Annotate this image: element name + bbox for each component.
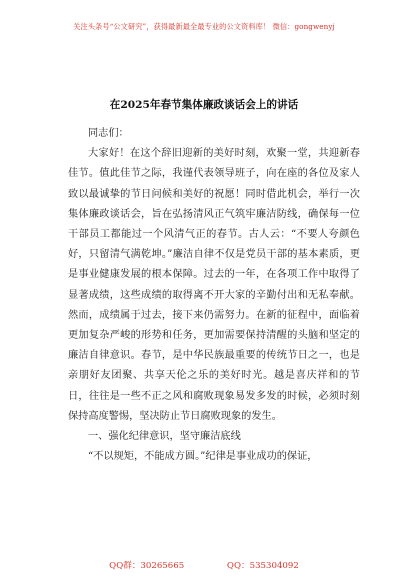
salutation: 同志们：	[88, 128, 129, 139]
document-title: 在2025年春节集体廉政谈话会上的讲话	[109, 99, 299, 111]
body-paragraph: 大家好！在这个辞旧迎新的美好时刻，欢聚一堂，共迎新春佳节。值此佳节之际，我谨代表领导班子，向在座的各位及家人致以最诚挚的节日问候和美好的祝愿！同时借此机会，举行一次集体廉政谈话会，旨在弘扬清风正气筑牢廉洁防线，确保每一位干部员工都能过一个风清气正的春节。古人云：“不要人夸颜色好，只留清气满乾坤。”廉洁自律不仅是党员干部的基本素质，更是事业健康发展的根本保障。过去的一年，在各项工作中取得了显著成绩，这些成绩的取得离不开大家的辛勤付出和无私奉献。然而，成绩属于过去，接下来仍需努力。在新的征程中，面临着更加复杂严峻的形势和任务，更加需要保持清醒的头脑和坚定的廉洁自律意识。春节，是中华民族最重要的传统节日之一，也是亲朋好友团聚、共享天伦之乐的美好时光。越是喜庆祥和的节日，往往是一些不正之风和腐败现象易发多发的时候，必须时刻保持高度警惕，坚决防止节日腐败现象的发生。	[68, 148, 360, 422]
promo-banner: 关注头条号“公文研究”，获得最新最全最专业的公文资料库！ 微信：gongwenyj	[73, 22, 335, 31]
section-paragraph: “不以规矩，不能成方圆。”纪律是事业成功的保证，	[88, 451, 318, 463]
footer-qq-group: QQ群：30265665	[109, 561, 185, 571]
document-body	[68, 124, 360, 467]
section-heading: 一、强化纪律意识，坚守廉洁底线	[88, 431, 241, 443]
footer-contact	[0, 559, 408, 571]
footer-qq: QQ：535304092	[226, 561, 299, 571]
